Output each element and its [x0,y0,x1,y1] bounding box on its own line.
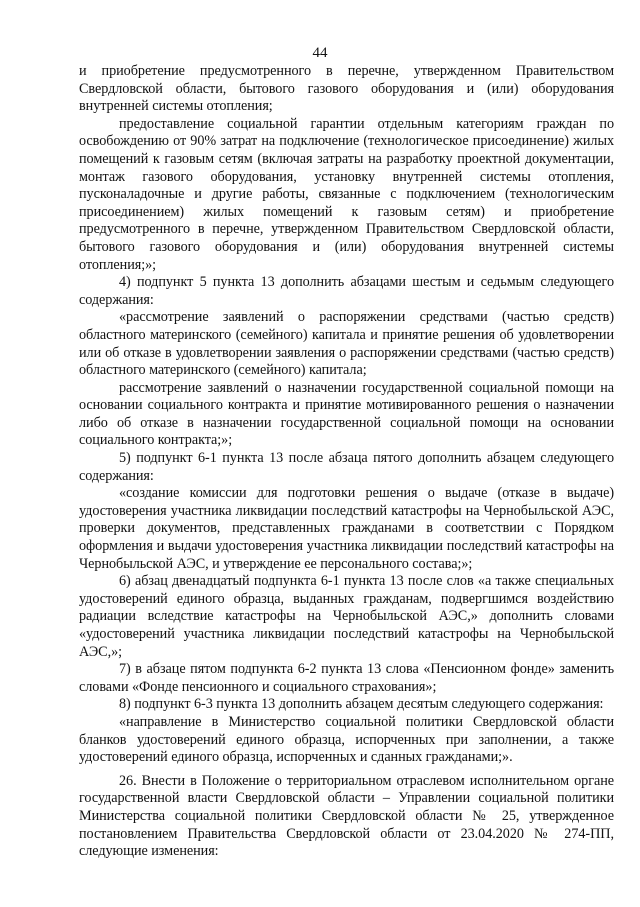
document-body [79,63,614,861]
paragraph: 7) в абзаце пятом подпункта 6-2 пункта 13 слова «Пенсионном фонде» заменить словами «Фонде пенсионного и социального страхования»; [79,661,614,695]
page-number: 44 [312,45,328,61]
paragraph: 26. Внести в Положение о территориальном отраслевом исполнительном органе государственной власти Свердловской области – Управлении социальной политики Министерства социальной политики Свердловской области № 25, утвержденное постановлением Правительства Свердловской области от 23.04.2020 № 274-ПП, следующие изменения: [79,772,614,860]
paragraph: предоставление социальной гарантии отдельным категориям граждан по освобождению от 90% затрат на подключение (технологическое присоединение) жилых помещений к газовым сетям (включая затраты на разработку проектной документации, монтаж газового оборудования, установку внутренней системы отопления, пусконаладочные и другие работы, связанные с подключением (технологическим присоединением) жилых помещений к газовым сетям) и приобретение предусмотренного в перечне, утвержденном Правительством Свердловской области, бытового газового оборудования и (или) оборудования внутренней системы отопления;»; [79,115,614,273]
paragraph: и приобретение предусмотренного в перечне, утвержденном Правительством Свердловской области, бытового газового оборудования и (или) оборудования внутренней системы отопления; [79,63,614,115]
paragraph: «создание комиссии для подготовки решения о выдаче (отказе в выдаче) удостоверения участника ликвидации последствий катастрофы на Чернобыльской АЭС, проверки документов, представленных гражданами в соответствии с Порядком оформления и выдачи удостоверения участника ликвидации последствий катастрофы на Чернобыльской АЭС, и утверждение ее персонального состава;»; [79,485,614,572]
paragraph: 4) подпункт 5 пункта 13 дополнить абзацами шестым и седьмым следующего содержания: [79,274,614,308]
paragraph: «рассмотрение заявлений о распоряжении средствами (частью средств) областного материнского (семейного) капитала и принятие решения об удовлетворении или об отказе в удовлетворении заявления о распоряжении средствами (частью средств) областного материнского (семейного) капитала; [79,309,614,379]
paragraph: «направление в Министерство социальной политики Свердловской области бланков удостоверений единого образца, испорченных при заполнении, а также удостоверений единого образца, испорченных и сданных гражданами;». [79,713,614,766]
paragraph: 8) подпункт 6-3 пункта 13 дополнить абзацем десятым следующего содержания: [119,696,604,713]
paragraph: 5) подпункт 6-1 пункта 13 после абзаца пятого дополнить абзацем следующего содержания: [79,450,614,484]
paragraph: рассмотрение заявлений о назначении государственной социальной помощи на основании социального контракта и принятие мотивированного решения о назначении либо об отказе в назначении государственной социальной помощи на основании социального контракта;»; [79,379,614,449]
paragraph: 6) абзац двенадцатый подпункта 6-1 пункта 13 после слов «а также специальных удостоверений единого образца, выданных гражданам, подвергшимся воздействию радиации вследствие катастрофы на Чернобыльской АЭС,» дополнить словами «удостоверений участника ликвидации последствий катастрофы на Чернобыльской АЭС,»; [79,573,614,660]
